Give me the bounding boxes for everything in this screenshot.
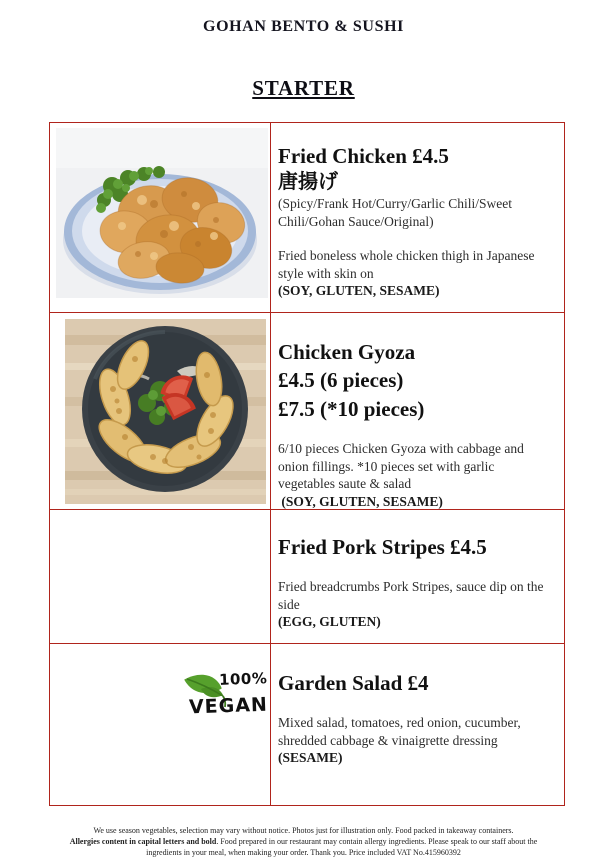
item-price-10pc: £7.5 (*10 pieces) xyxy=(278,396,425,421)
footer-line-2-rest: . Food prepared in our restaurant may contain allergy ingredients. Please speak to our staff about the ingredients in your meal, when making your order. Thank you. Price included VAT No.415960392 xyxy=(146,837,538,858)
item-title: Chicken Gyoza xyxy=(278,340,416,364)
vegan-percent-label: 100% xyxy=(218,669,268,689)
item-title-japanese: 唐揚げ xyxy=(278,171,338,194)
vegan-100-badge xyxy=(181,669,269,727)
footer-line-1: We use season vegetables, selection may vary without notice. Photos just for illustration only. Food packed in takeaway containers. xyxy=(93,826,514,835)
item-description: Fried breadcrumbs Pork Stripes, sauce dip on the side xyxy=(278,579,544,612)
item-allergens: (EGG, GLUTEN) xyxy=(278,614,381,630)
item-title: Fried Chicken £4.5 xyxy=(278,144,449,168)
item-options: (Spicy/Frank Hot/Curry/Garlic Chili/Sweet Chili/Gohan Sauce/Original) xyxy=(278,196,512,229)
garden-salad-details xyxy=(271,644,564,805)
empty-photo-cell xyxy=(50,510,271,643)
chicken-gyoza-photo xyxy=(65,319,266,504)
restaurant-name: GOHAN BENTO & SUSHI xyxy=(203,18,404,35)
chicken-gyoza-photo-cell xyxy=(50,313,271,509)
menu-row-fried-pork-stripes xyxy=(50,510,564,644)
section-title: STARTER xyxy=(252,76,355,100)
fried-pork-stripes-details xyxy=(271,510,564,643)
footer-disclaimer xyxy=(53,825,554,859)
item-title: Fried Pork Stripes £4.5 xyxy=(278,535,487,559)
item-description: 6/10 pieces Chicken Gyoza with cabbage and onion fillings. *10 pieces set with garlic vegetables saute & salad xyxy=(278,441,524,492)
footer-allergy-bold: Allergies content in capital letters and bold xyxy=(69,837,217,847)
menu-row-chicken-gyoza xyxy=(50,313,564,510)
chicken-gyoza-details xyxy=(271,313,564,509)
fried-chicken-photo-cell xyxy=(50,123,271,312)
garden-salad-badge-cell xyxy=(50,644,271,805)
item-allergens: (SOY, GLUTEN, SESAME) xyxy=(278,283,440,299)
item-price-6pc: £4.5 (6 pieces) xyxy=(278,368,404,393)
footer-line-2 xyxy=(53,836,554,858)
menu-row-garden-salad xyxy=(50,644,564,805)
fried-chicken-details xyxy=(271,123,564,312)
item-allergens: (SOY, GLUTEN, SESAME) xyxy=(278,493,443,509)
fried-chicken-photo xyxy=(56,128,268,298)
item-title: Garden Salad £4 xyxy=(278,671,429,695)
vegan-text-label: VEGAN xyxy=(188,693,269,719)
item-allergens: (SESAME) xyxy=(278,750,343,766)
item-description: Mixed salad, tomatoes, red onion, cucumber, shredded cabbage & vinaigrette dressing xyxy=(278,715,521,748)
item-description: Fried boneless whole chicken thigh in Japanese style with skin on xyxy=(278,248,535,281)
menu-row-fried-chicken xyxy=(50,123,564,313)
starter-menu-table xyxy=(49,122,565,806)
